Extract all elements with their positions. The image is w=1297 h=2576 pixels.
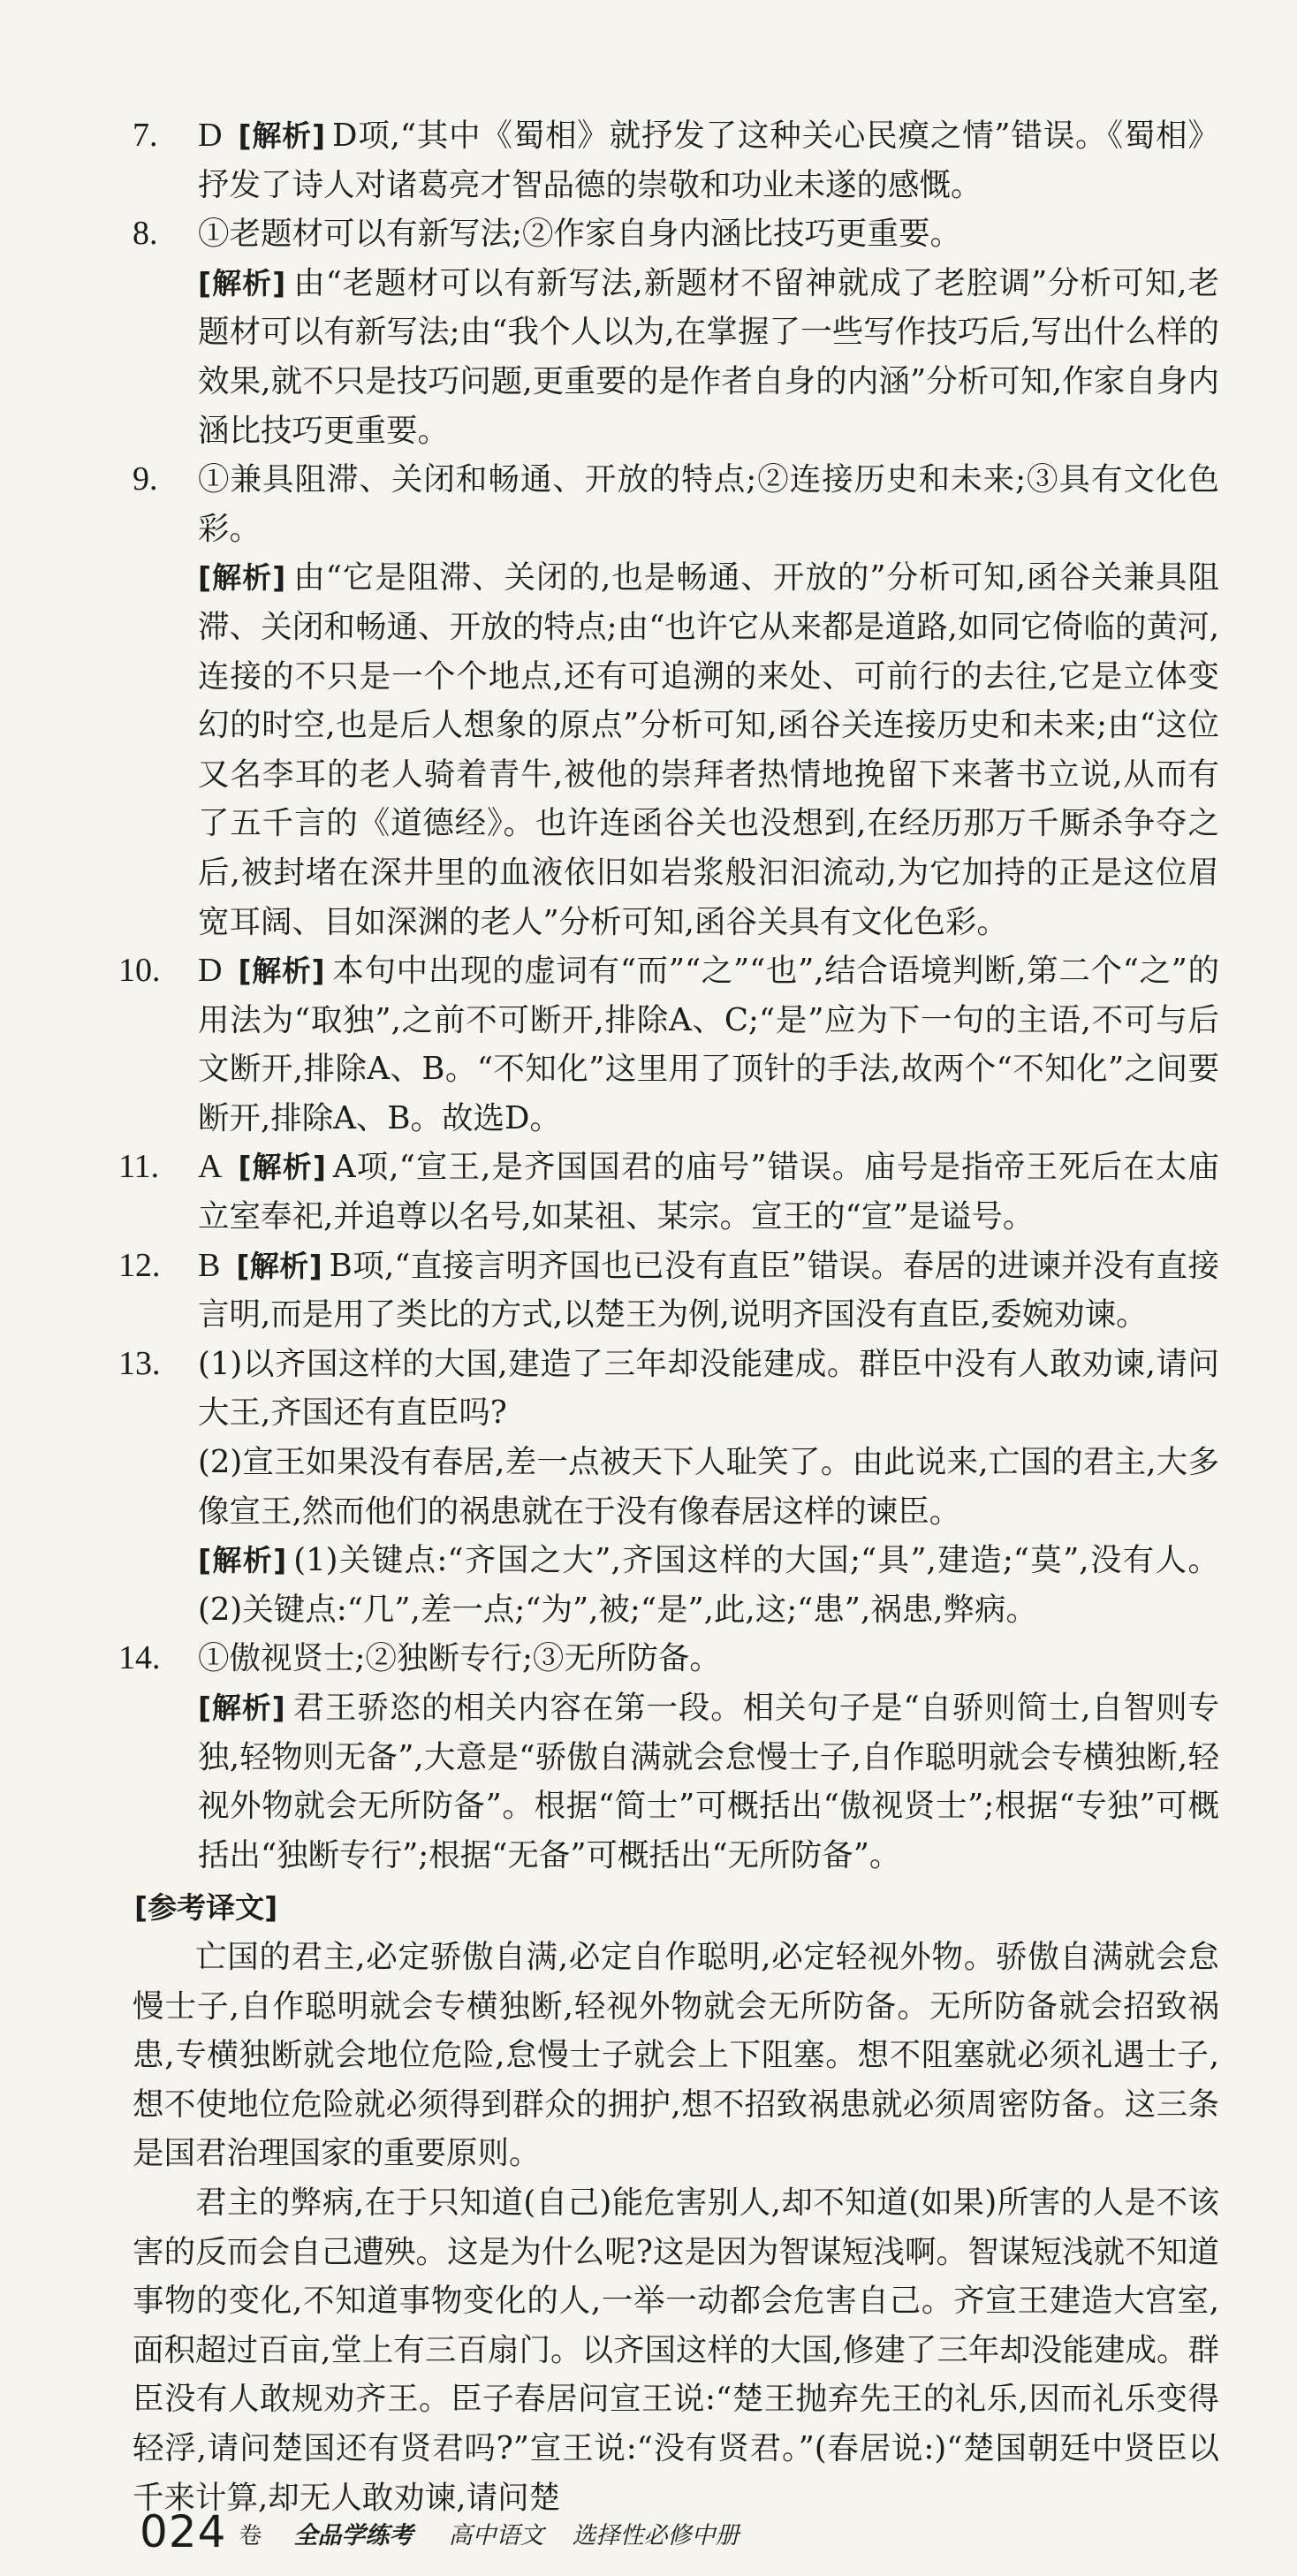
question-number: 7. xyxy=(133,117,158,154)
subject-label: 高中语文 xyxy=(448,2522,544,2549)
question-number: 9. xyxy=(133,460,158,498)
answer-choice: D xyxy=(198,952,223,990)
page-number: 024 xyxy=(140,2506,227,2557)
analysis-text: B项,“直接言明齐国也已没有直臣”错误。春居的进谏并没有直接言明,而是用了类比的方式,以楚王为例,说明齐国没有直臣,委婉劝谏。 xyxy=(198,1247,1219,1334)
question-11 xyxy=(118,1143,1219,1241)
question-8 xyxy=(133,209,1219,455)
reference-paragraph: 亡国的君主,必定骄傲自满,必定自作聪明,必定轻视外物。骄傲自满就会怠慢士子,自作聪明就会专横独断,轻视外物就会无所防备。无所防备就会招致祸患,专横独断就会地位危险,怠慢士子就会上下阻塞。想不阻塞就必须礼遇士子,想不使地位危险就必须得到群众的拥护,想不招致祸患就必须周密防备。这三条是国君治理国家的重要原则。 xyxy=(133,1938,1219,2172)
question-number: 13. xyxy=(118,1344,161,1382)
answer-text: ①傲视贤士;②独断专行;③无所防备。 xyxy=(198,1640,721,1677)
question-number: 14. xyxy=(118,1639,161,1677)
answer-text: (1)以齐国这样的大国,建造了三年却没能建成。群臣中没有人敢劝谏,请问大王,齐国还有直臣吗? xyxy=(198,1345,1219,1432)
question-12 xyxy=(118,1242,1219,1340)
question-14 xyxy=(118,1634,1219,1880)
analysis-tag: [解析] xyxy=(238,118,326,153)
answer-choice: D xyxy=(198,117,223,154)
analysis-tag: [解析] xyxy=(238,1150,326,1185)
answer-text: ①老题材可以有新写法;②作家自身内涵比技巧更重要。 xyxy=(198,216,961,253)
answer-content xyxy=(118,111,1219,2522)
analysis-text: A项,“宣王,是齐国国君的庙号”错误。庙号是指帝王死后在太庙立室奉祀,并追尊以名号,如某祖、某宗。宣王的“宣”是谥号。 xyxy=(198,1149,1219,1235)
analysis-tag: [解析] xyxy=(198,1691,285,1725)
volume-label: 卷 xyxy=(239,2523,262,2549)
analysis-tag: [解析] xyxy=(198,560,286,596)
analysis-text: 由“它是阻滞、关闭的,也是畅通、开放的”分析可知,函谷关兼具阻滞、关闭和畅通、开放的特点;由“也许它从来都是道路,如同它倚临的黄河,连接的不只是一个个地点,还有可追溯的来处、可前行的去往,它是立体变幻的时空,也是后人想象的原点”分析可知,函谷关连接历史和未来;由“这位又名李耳的老人骑着青牛,被他的崇拜者热情地挽留下来著书立说,从而有了五千言的《道德经》。也许连函谷关也没想到,在经历那万千厮杀争夺之后,被封堵在深井里的血液依旧如岩浆般汩汩流动,为它加持的正是这位眉宽耳阔、目如深渊的老人”分析可知,函谷关具有文化色彩。 xyxy=(198,559,1219,940)
analysis-tag: [解析] xyxy=(198,1543,287,1578)
question-number: 10. xyxy=(118,952,161,990)
question-number: 11. xyxy=(118,1148,160,1186)
brand-name: 全品学练考 xyxy=(293,2522,413,2549)
analysis-text: (1)关键点:“齐国之大”,齐国这样的大国;“具”,建造;“莫”,没有人。(2)关键点:“几”,差一点;“为”,被;“是”,此,这;“患”,祸患,弊病。 xyxy=(198,1542,1219,1628)
reference-paragraph: 君主的弊病,在于只知道(自己)能危害别人,却不知道(如果)所害的人是不该害的反而会自己遭殃。这是为什么呢?这是因为智谋短浅啊。智谋短浅就不知道事物的变化,不知道事物变化的人,一举一动都会危害自己。齐宣王建造大宫室,面积超过百亩,堂上有三百扇门。以齐国这样的大国,修建了三年却没能建成。群臣没有人敢规劝齐王。臣子春居问宣王说:“楚王抛弃先王的礼乐,因而礼乐变得轻浮,请问楚国还有贤君吗?”宣王说:“没有贤君。”(春居说:)“楚国朝廷中贤臣以千来计算,却无人敢劝谏,请问楚 xyxy=(133,2184,1219,2516)
page-footer xyxy=(140,2501,755,2557)
analysis-text: 君王骄恣的相关内容在第一段。相关句子是“自骄则简士,自智则专独,轻物则无备”,大意是“骄傲自满就会怠慢士子,自作聪明就会专横独断,轻视外物就会无所防备”。根据“简士”可概括出“傲视贤士”;根据“专独”可概括出“独断专行”;根据“无备”可概括出“无所防备”。 xyxy=(198,1690,1219,1873)
analysis-text: 本句中出现的虚词有“而”“之”“也”,结合语境判断,第二个“之”的用法为“取独”,之前不可断开,排除A、C;“是”应为下一句的主语,不可与后文断开,排除A、B。“不知化”这里用了顶针的手法,故两个“不知化”之间要断开,排除A、B。故选D。 xyxy=(198,953,1219,1136)
analysis-tag: [解析] xyxy=(238,954,325,989)
analysis-text: D项,“其中《蜀相》就抒发了这种关心民瘼之情”错误。《蜀相》抒发了诗人对诸葛亮才智品德的崇敬和功业未遂的感慨。 xyxy=(198,118,1219,203)
question-number: 8. xyxy=(133,215,158,253)
reference-translation-title: [参考译文] xyxy=(134,1890,278,1926)
question-9 xyxy=(133,455,1219,946)
answer-text-2: (2)宣王如果没有春居,差一点被天下人耻笑了。由此说来,亡国的君主,大多像宣王,然而他们的祸患就在于没有像春居这样的谏臣。 xyxy=(198,1444,1219,1530)
book-label: 选择性必修中册 xyxy=(572,2522,740,2549)
question-13 xyxy=(118,1340,1219,1635)
question-number: 12. xyxy=(118,1246,161,1284)
analysis-text: 由“老题材可以有新写法,新题材不留神就成了老腔调”分析可知,老题材可以有新写法;由“我个人以为,在掌握了一些写作技巧后,写出什么样的效果,就不只是技巧问题,更重要的是作者自身的内涵”分析可知,作家自身内涵比技巧更重要。 xyxy=(198,264,1219,449)
answer-choice: A xyxy=(198,1148,223,1186)
answer-text: ①兼具阻滞、关闭和畅通、开放的特点;②连接历史和未来;③具有文化色彩。 xyxy=(198,461,1219,547)
question-7 xyxy=(133,111,1219,209)
analysis-tag: [解析] xyxy=(236,1248,322,1283)
analysis-tag: [解析] xyxy=(198,265,286,300)
answer-choice: B xyxy=(198,1246,221,1284)
question-10 xyxy=(118,946,1219,1143)
